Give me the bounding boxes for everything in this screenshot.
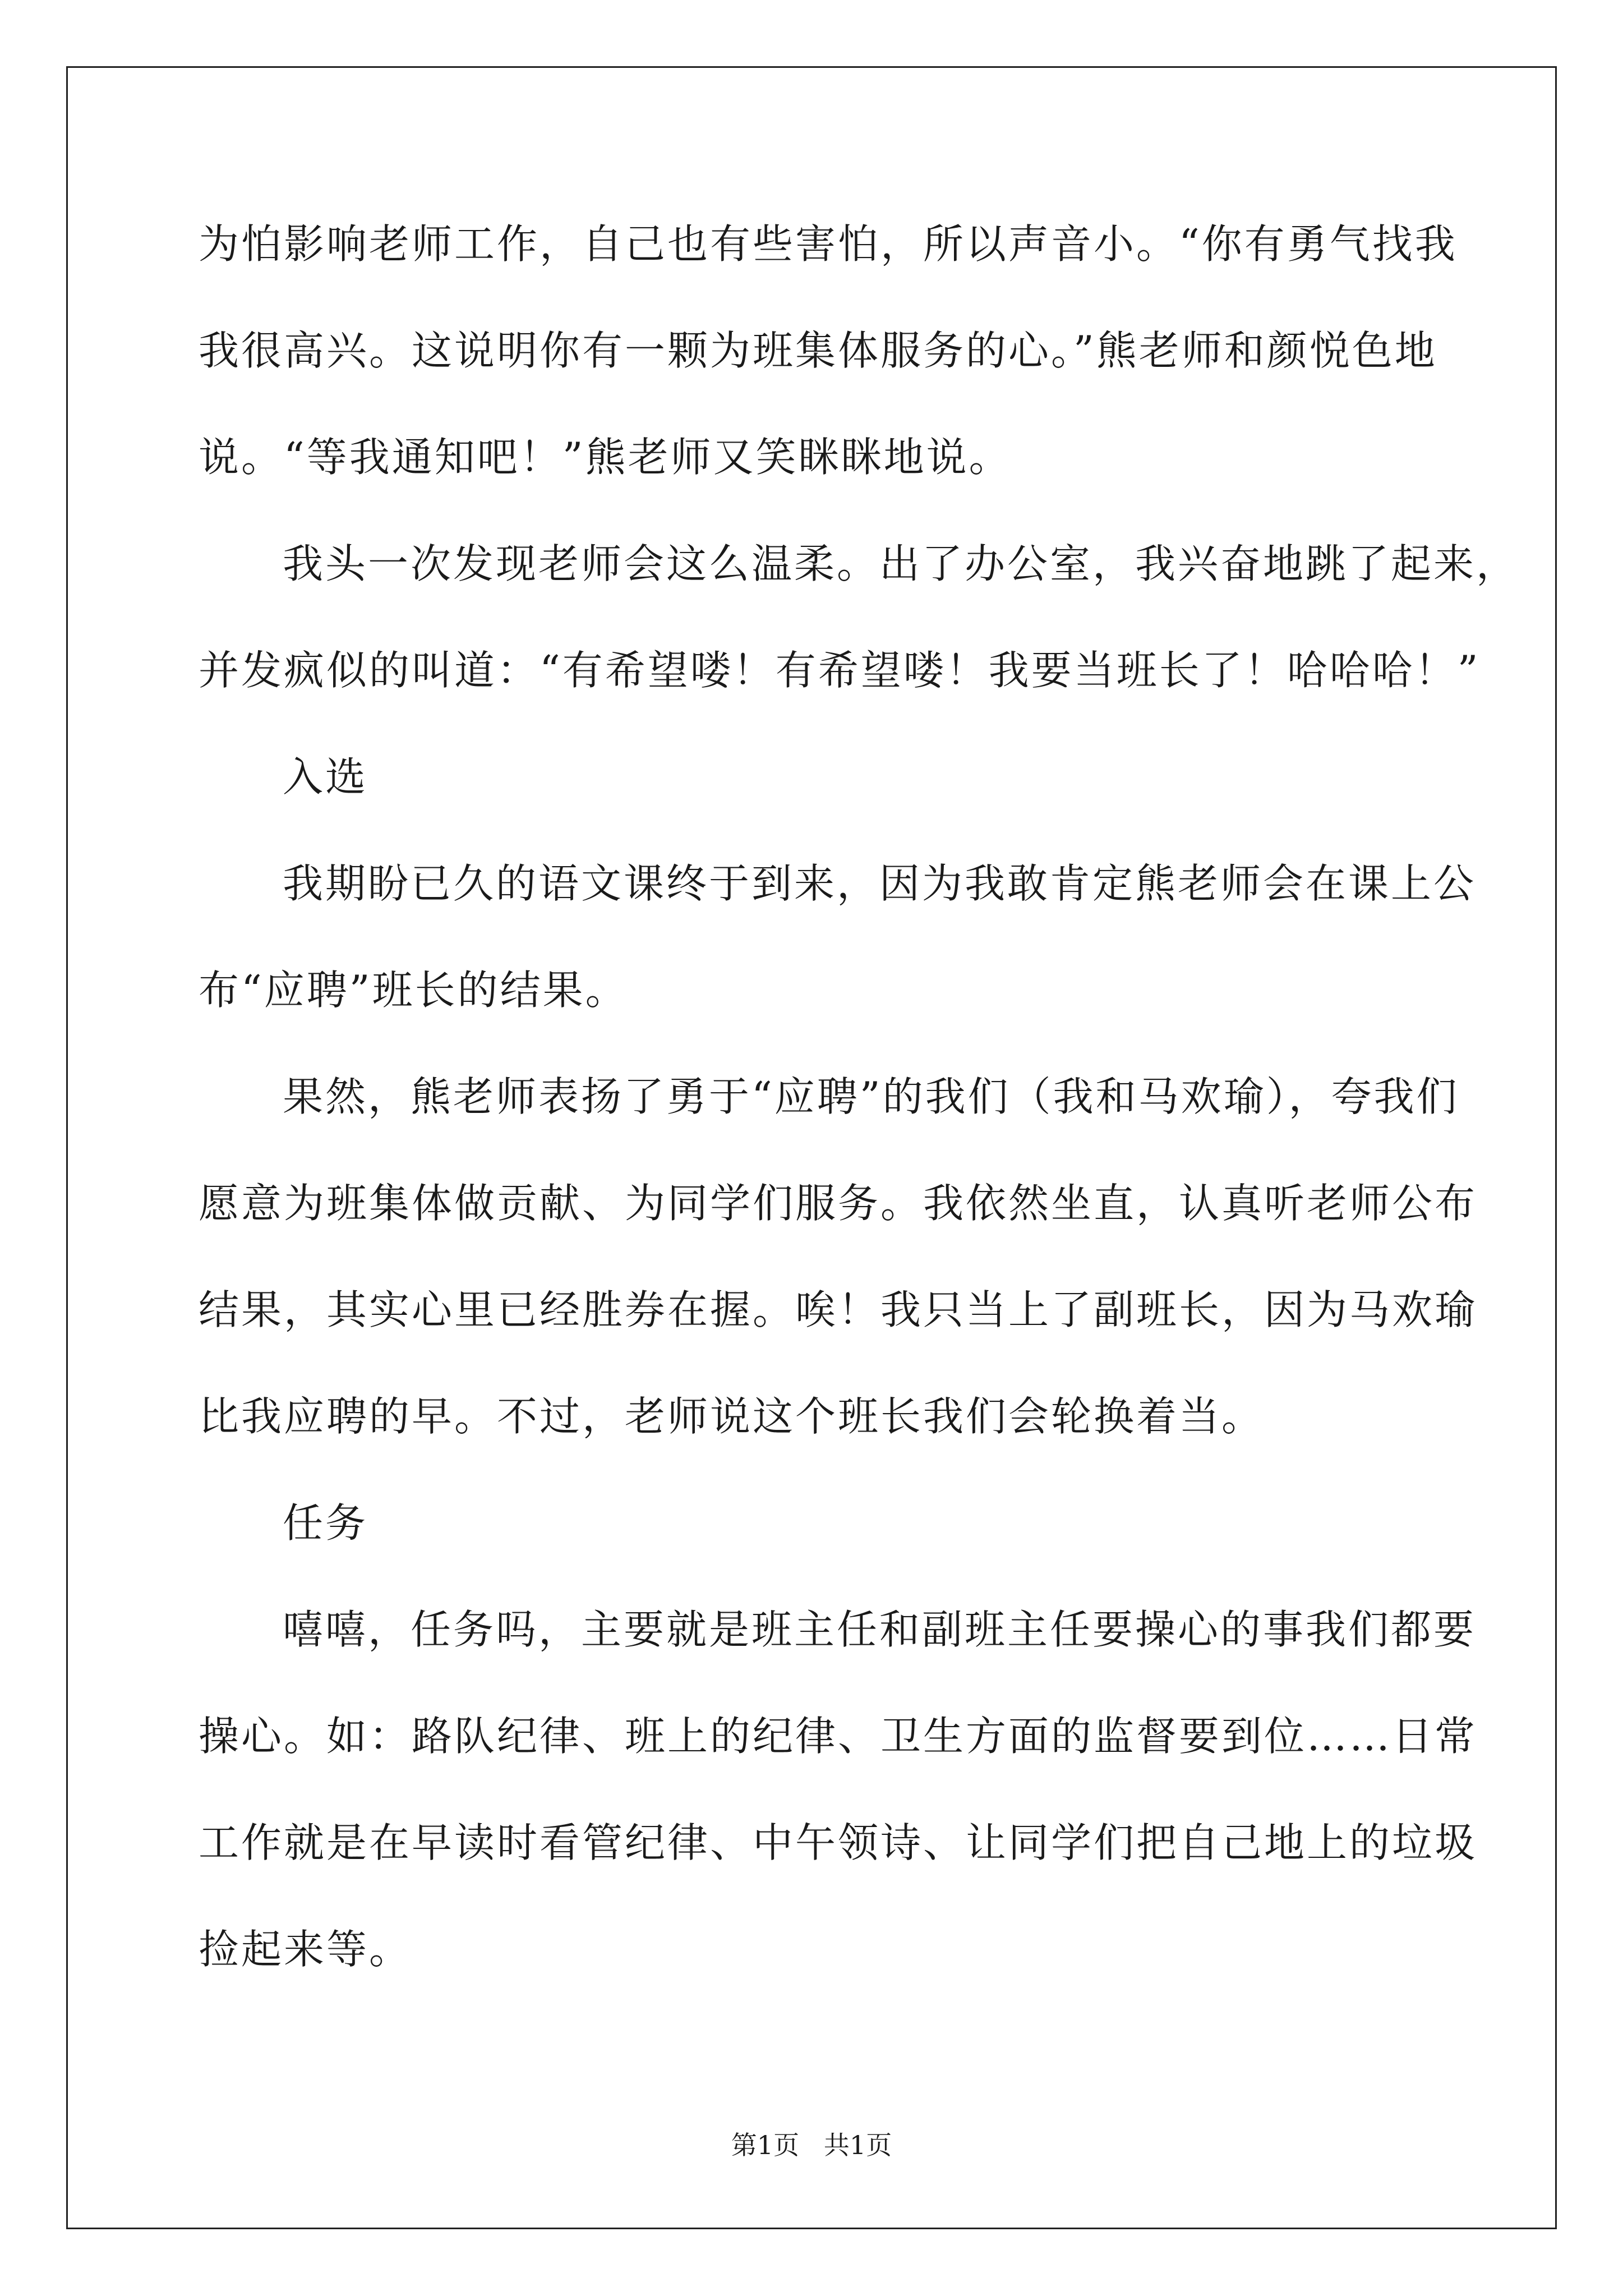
text-line: 嘻嘻，任务吗，主要就是班主任和副班主任要操心的事我们都要 bbox=[283, 1606, 1477, 1653]
text-line: 我很高兴。这说明你有一颗为班集体服务的心。”熊老师和颜悦色地 bbox=[199, 327, 1437, 374]
page-number: 第1页 共1页 bbox=[731, 2130, 892, 2160]
text-line: 布“应聘”班长的结果。 bbox=[199, 967, 628, 1014]
text-line: 愿意为班集体做贡献、为同学们服务。我依然坐直，认真听老师公布 bbox=[199, 1180, 1478, 1227]
text-line: 我期盼已久的语文课终于到来，因为我敢肯定熊老师会在课上公 bbox=[283, 860, 1477, 907]
text-line: 操心。如：路队纪律、班上的纪律、卫生方面的监督要到位……日常 bbox=[199, 1713, 1478, 1760]
text-line: 工作就是在早读时看管纪律、中午领诗、让同学们把自己地上的垃圾 bbox=[199, 1819, 1478, 1866]
page-footer bbox=[0, 2128, 1623, 2162]
text-line: 比我应聘的早。不过，老师说这个班长我们会轮换着当。 bbox=[199, 1393, 1265, 1440]
text-line: 说。“等我通知吧！”熊老师又笑眯眯地说。 bbox=[199, 434, 1012, 481]
text-line: 并发疯似的叫道：“有希望喽！有希望喽！我要当班长了！哈哈哈！” bbox=[199, 647, 1481, 694]
text-line: 我头一次发现老师会这么温柔。出了办公室，我兴奋地跳了起来， bbox=[283, 540, 1519, 587]
text-line: 任务 bbox=[283, 1499, 368, 1547]
text-line: 果然，熊老师表扬了勇于“应聘”的我们（我和马欢瑜），夸我们 bbox=[283, 1073, 1459, 1120]
text-line: 结果，其实心里已经胜券在握。唉！我只当上了副班长，因为马欢瑜 bbox=[199, 1286, 1478, 1333]
text-line: 入选 bbox=[283, 753, 368, 800]
document-body bbox=[199, 191, 1519, 2003]
text-line: 为怕影响老师工作，自己也有些害怕，所以声音小。“你有勇气找我 bbox=[199, 220, 1458, 268]
text-line: 捡起来等。 bbox=[199, 1926, 412, 1973]
